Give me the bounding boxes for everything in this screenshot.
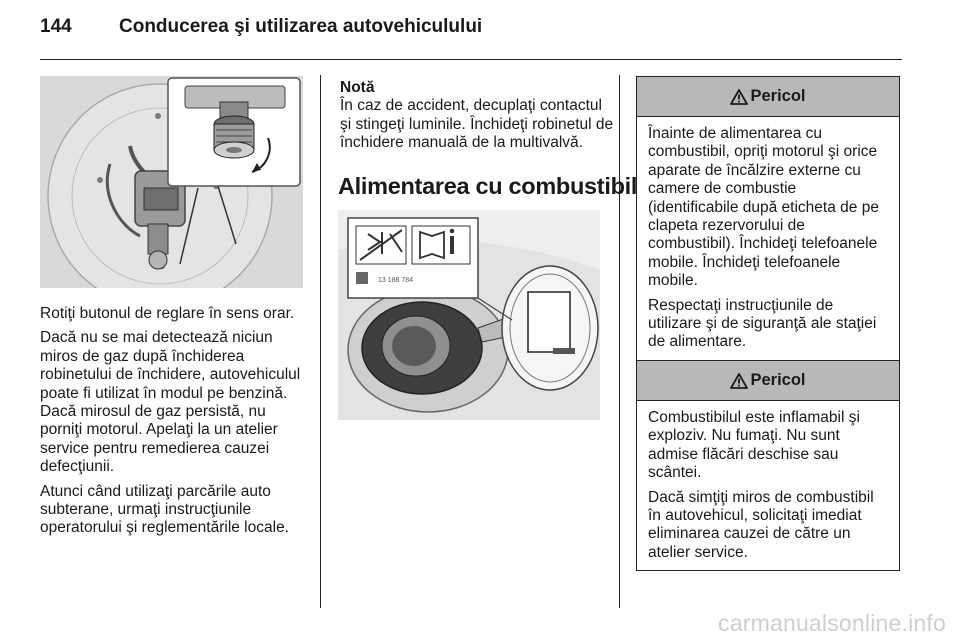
left-column-text	[40, 305, 305, 544]
watermark: carmanualsonline.info	[718, 610, 946, 636]
danger-header	[637, 77, 899, 117]
section-heading: Alimentarea cu combustibil	[338, 173, 638, 199]
fuel-flap-drawing	[338, 210, 600, 420]
danger-paragraph: Combustibilul este inflamabil şi exploziv. Nu fumaţi. Nu sunt admise flăcări deschise sau scântei.	[648, 409, 860, 482]
column-divider-right	[619, 75, 620, 608]
valve-illustration	[40, 76, 303, 288]
page-number: 144	[40, 16, 72, 37]
paragraph-turn-knob: Rotiţi butonul de reglare în sens orar.	[40, 305, 295, 322]
danger-title: Pericol	[750, 87, 806, 105]
label-number: 13 188 784	[378, 277, 414, 284]
warning-icon	[730, 373, 748, 389]
danger-header	[637, 361, 899, 401]
warning-icon	[730, 89, 748, 105]
valve-drawing	[40, 76, 303, 288]
page-header	[40, 16, 920, 56]
danger-body	[637, 401, 899, 570]
danger-title: Pericol	[750, 371, 806, 389]
note-block	[340, 79, 615, 153]
column-divider-left	[320, 75, 321, 608]
danger-paragraph: Înainte de alimentarea cu combustibil, opriţi motorul şi orice aparate de încălzire externe cu camere de combustie (identificabile după eticheta de pe clapeta rezervorului de combustibil). Închideţi telefoanele mobile. Închideţi telefoanele mobile.	[648, 125, 879, 290]
danger-paragraph: Respectaţi instrucţiunile de utilizare şi de siguranţă ale staţiei de alimentare.	[648, 296, 877, 351]
note-title: Notă	[340, 79, 375, 96]
danger-box-flammable	[636, 360, 900, 571]
danger-paragraph: Dacă simţiţi miros de combustibil în autovehicul, solicitaţi imediat eliminarea cauzei de către un atelier service.	[648, 488, 874, 561]
danger-box-refuel	[636, 76, 900, 361]
fuel-flap-illustration	[338, 210, 600, 420]
paragraph-gas-smell: Dacă nu se mai detectează niciun miros de gaz după închiderea robinetului de închidere, autovehiculul poate fi utilizat în modul pe benzină. Dacă mirosul de gaz persistă, nu porniţi motorul. Apelaţi la un atelier service pentru remedierea cauzei defecţiunii.	[40, 329, 301, 476]
note-text: În caz de accident, decuplaţi contactul şi stingeţi luminile. Închideţi robinetul de închidere manuală de la multivalvă.	[340, 97, 614, 152]
header-rule	[40, 59, 902, 60]
danger-body	[637, 117, 899, 360]
chapter-title: Conducerea şi utilizarea autovehiculului	[119, 16, 483, 37]
paragraph-parking: Atunci când utilizaţi parcările auto subterane, urmaţi instrucţiunile operatorului şi reglementările locale.	[40, 482, 289, 537]
